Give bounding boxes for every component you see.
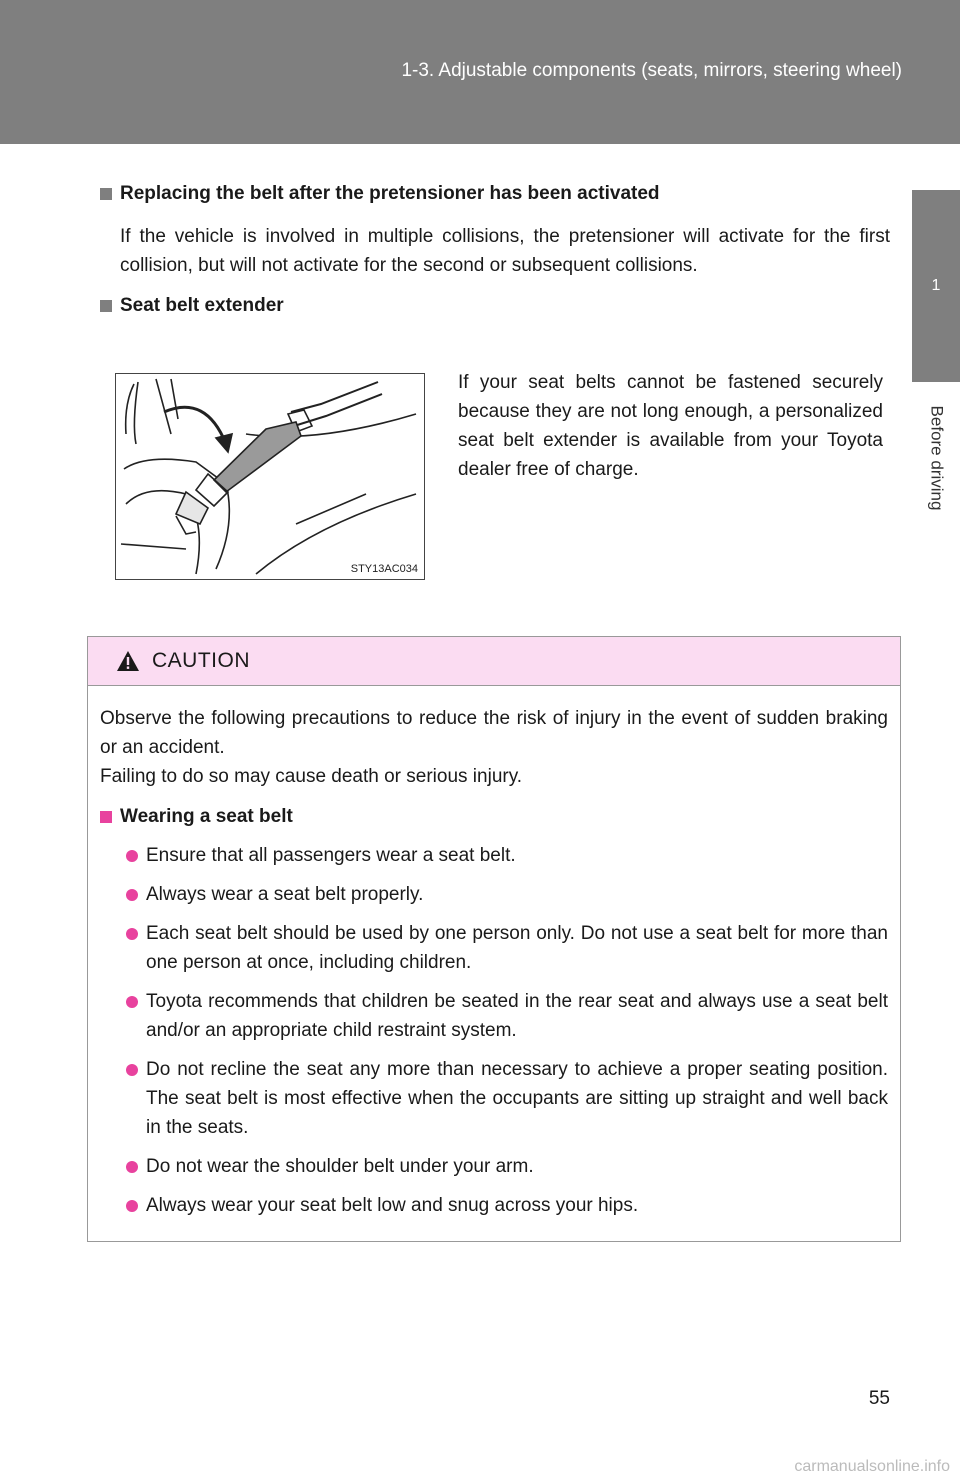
side-tab-label-text: Before driving xyxy=(927,405,947,511)
square-bullet-icon xyxy=(100,188,112,200)
watermark: carmanualsonline.info xyxy=(794,1458,950,1475)
caution-bullet xyxy=(126,880,888,909)
caution-title: CAUTION xyxy=(152,649,250,672)
caution-box xyxy=(87,636,901,1242)
section-heading-text: Replacing the belt after the pretensioner has been activated xyxy=(120,183,660,204)
caution-bullet xyxy=(126,987,888,1045)
side-tab-number: 1 xyxy=(912,190,960,382)
seat-belt-extender-illustration xyxy=(115,373,425,580)
caution-warning: Failing to do so may cause death or serious injury. xyxy=(100,766,523,787)
bullet-dot-icon xyxy=(126,889,138,901)
extender-figure-row xyxy=(115,368,885,583)
caution-bullet-text: Always wear your seat belt low and snug across your hips. xyxy=(146,1195,639,1216)
caution-bullet xyxy=(126,1055,888,1142)
caution-bullet-text: Ensure that all passengers wear a seat belt. xyxy=(146,845,516,866)
figure-code: STY13AC034 xyxy=(350,563,418,575)
section-body-pretensioner: If the vehicle is involved in multiple collisions, the pretensioner will activate for the first collision, but will not activate for the second or subsequent collisions. xyxy=(120,226,890,276)
caution-subheading xyxy=(100,803,888,831)
caution-bullet xyxy=(126,841,888,870)
warning-triangle-icon xyxy=(116,650,140,672)
caution-bullet-text: Each seat belt should be used by one person only. Do not use a seat belt for more than one person at once, including children. xyxy=(146,923,888,973)
extender-description: If your seat belts cannot be fastened securely because they are not long enough, a personalized seat belt extender is available from your Toyota dealer free of charge. xyxy=(458,372,883,480)
caution-subheading-text: Wearing a seat belt xyxy=(120,806,293,827)
caution-bullet xyxy=(126,1152,888,1181)
page-header xyxy=(0,0,960,144)
section-heading-extender xyxy=(100,292,890,320)
main-content xyxy=(100,180,890,320)
section-heading-text: Seat belt extender xyxy=(120,295,284,316)
square-bullet-icon xyxy=(100,300,112,312)
caution-bullet xyxy=(126,1191,888,1220)
caution-bullet-text: Toyota recommends that children be seated in the rear seat and always use a seat belt and/or an appropriate child restraint system. xyxy=(146,991,888,1041)
caution-bullet xyxy=(126,919,888,977)
bullet-dot-icon xyxy=(126,850,138,862)
bullet-dot-icon xyxy=(126,1064,138,1076)
caution-bullet-text: Do not recline the seat any more than necessary to achieve a proper seating position. The seat belt is most effective when the occupants are sitting up straight and well back in the seats. xyxy=(146,1059,888,1138)
bullet-dot-icon xyxy=(126,928,138,940)
bullet-dot-icon xyxy=(126,1161,138,1173)
chapter-title: 1-3. Adjustable components (seats, mirrors, steering wheel) xyxy=(401,60,902,81)
seat-belt-drawing xyxy=(116,374,423,578)
caution-header xyxy=(88,637,900,686)
caution-bullet-text: Always wear a seat belt properly. xyxy=(146,884,424,905)
bullet-dot-icon xyxy=(126,996,138,1008)
pink-square-bullet-icon xyxy=(100,811,112,823)
side-tab-label xyxy=(912,384,960,532)
page-number: 55 xyxy=(868,1388,890,1409)
caution-intro: Observe the following precautions to reduce the risk of injury in the event of sudden braking or an accident. xyxy=(100,708,888,758)
caution-body xyxy=(88,686,900,1220)
section-heading-pretensioner xyxy=(100,180,890,208)
bullet-dot-icon xyxy=(126,1200,138,1212)
caution-bullet-text: Do not wear the shoulder belt under your arm. xyxy=(146,1156,534,1177)
